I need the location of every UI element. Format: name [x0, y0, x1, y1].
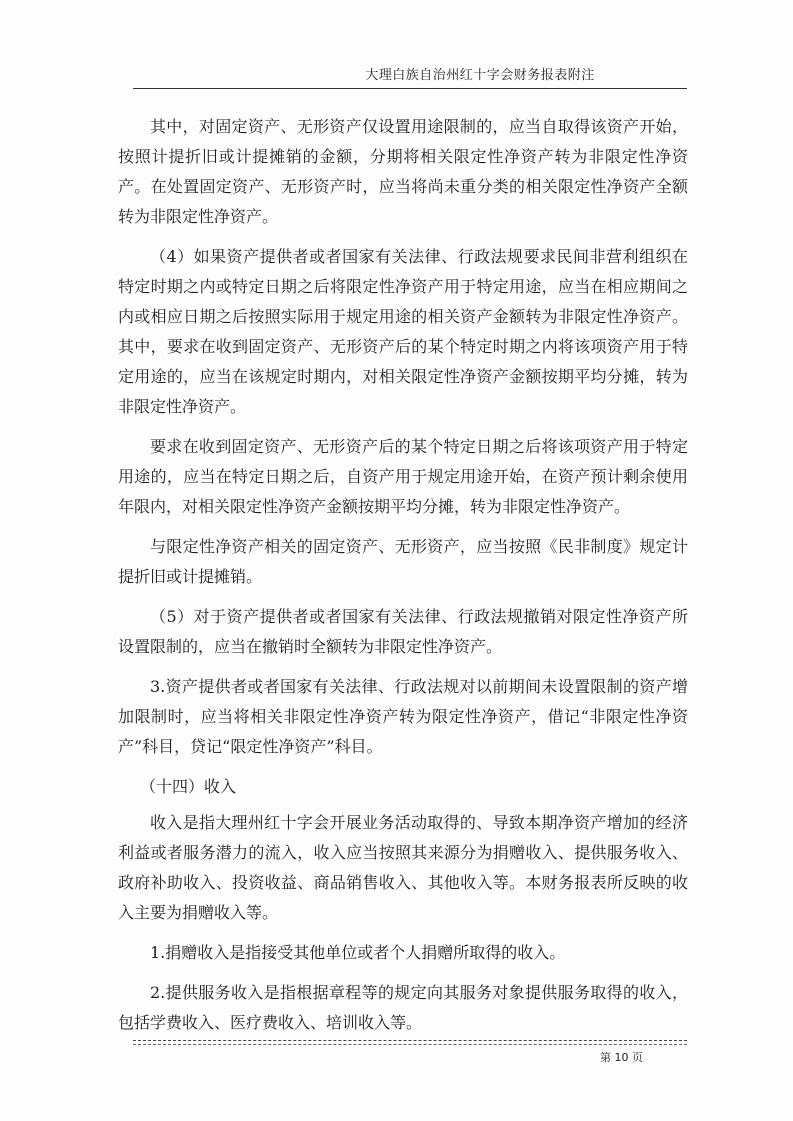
paragraph: 与限定性净资产相关的固定资产、无形资产，应当按照《民非制度》规定计提折旧或计提摊销。 — [118, 537, 688, 586]
section-heading: （十四）收入 — [140, 777, 237, 796]
paragraph: 要求在收到固定资产、无形资产后的某个特定日期之后将该项资产用于特定用途的，应当在特定日期之后，自资产用于规定用途开始，在资产预计剩余使用年限内，对相关限定性净资产金额按期平均分摊，转为非限定性净资产。 — [118, 437, 688, 516]
paragraph: 收入是指大理州红十字会开展业务活动取得的、导致本期净资产增加的经济利益或者服务潜力的流入，收入应当按照其来源分为捐赠收入、提供服务收入、政府补助收入、投资收益、商品销售收入、其他收入等。本财务报表所反映的收入主要为捐赠收入等。 — [118, 813, 688, 922]
page-number: 第 10 页 — [600, 1051, 643, 1064]
paragraph: （4）如果资产提供者或者国家有关法律、行政法规要求民间非营利组织在特定时期之内或特定日期之后将限定性净资产用于特定用途，应当在相应期间之内或相应日期之后按照实际用于规定用途的相关资产金额转为非限定性净资产。其中，要求在收到固定资产、无形资产后的某个特定时期之内将该项资产用于特定用途的，应当在该规定时期内，对相关限定性净资产金额按期平均分摊，转为非限定性净资产。 — [118, 247, 688, 416]
footer-rule — [133, 1040, 687, 1041]
paragraph: 其中，对固定资产、无形资产仅设置用途限制的，应当自取得该资产开始，按照计提折旧或计提摊销的金额，分期将相关限定性净资产转为非限定性净资产。在处置固定资产、无形资产时，应当将尚未重分类的相关限定性净资产全额转为非限定性净资产。 — [118, 117, 688, 226]
paragraph: （5）对于资产提供者或者国家有关法律、行政法规撤销对限定性净资产所设置限制的，应当在撤销时全额转为非限定性净资产。 — [118, 607, 688, 656]
header-rule — [133, 88, 687, 89]
footer-rule-secondary — [133, 1044, 687, 1045]
header-title: 大理白族自治州红十字会财务报表附注 — [365, 68, 595, 83]
body-text — [118, 112, 688, 1048]
paragraph: 2.提供服务收入是指根据章程等的规定向其服务对象提供服务取得的收入，包括学费收入、医疗费收入、培训收入等。 — [118, 983, 688, 1032]
paragraph: 3.资产提供者或者国家有关法律、行政法规对以前期间未设置限制的资产增加限制时，应当将相关非限定性净资产转为限定性净资产，借记“非限定性净资产”科目，贷记“限定性净资产”科目。 — [118, 677, 688, 756]
paragraph: 1.捐赠收入是指接受其他单位或者个人捐赠所取得的收入。 — [150, 943, 566, 962]
